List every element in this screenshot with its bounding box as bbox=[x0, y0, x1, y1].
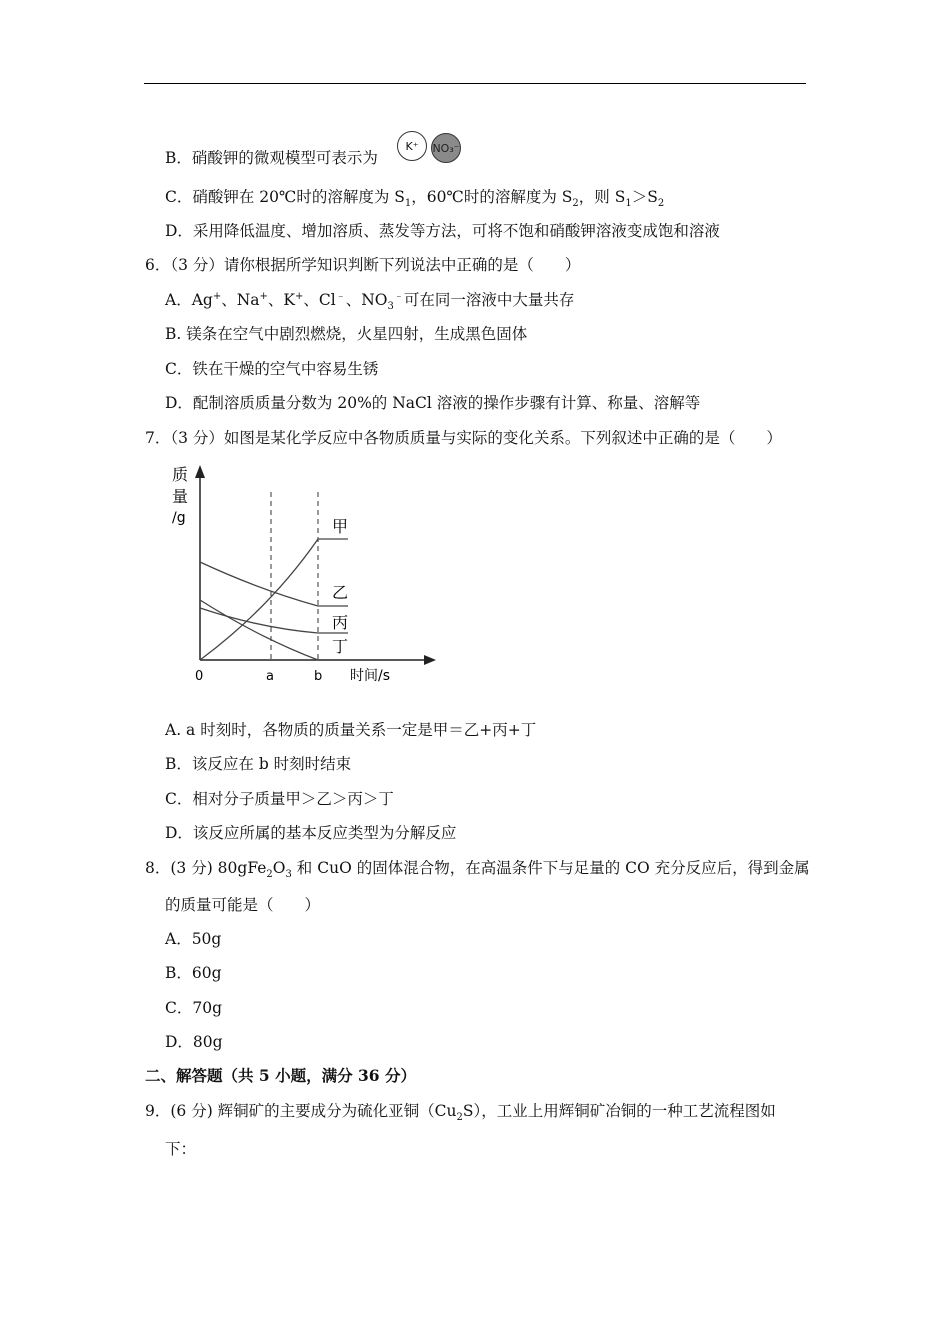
series-ding-label: 丁 bbox=[332, 637, 349, 656]
series-bing-label: 丙 bbox=[332, 613, 349, 632]
y-label-3: /g bbox=[172, 510, 186, 526]
q8-stem-line2: 的质量可能是（ ） bbox=[165, 896, 321, 914]
q8-option-c[interactable]: C．70g bbox=[165, 999, 223, 1017]
q6-option-a[interactable]: A．Ag+、Na+、K+、Cl﹣、$NO_3^﹣$可在同一溶液中大量共存 bbox=[165, 290, 575, 313]
q7-option-d[interactable]: D．该反应所属的基本反应类型为分解反应 bbox=[165, 824, 457, 842]
x-axis-label: 时间/s bbox=[350, 668, 391, 684]
q8-option-a[interactable]: A．50g bbox=[165, 930, 222, 948]
y-label-1: 质 bbox=[172, 465, 189, 484]
q9-stem-line2: 下： bbox=[165, 1140, 197, 1158]
q5-option-c[interactable]: C．硝酸钾在 20℃时的溶解度为 $S_1$，60℃时的溶解度为 $S_2$，则 $S_1>S_2$ bbox=[165, 188, 665, 210]
q7-option-c[interactable]: C．相对分子质量甲＞乙＞丙＞丁 bbox=[165, 790, 394, 808]
x-axis-arrow bbox=[424, 655, 436, 665]
nitrate-ion-model: NO₃⁻ bbox=[431, 133, 461, 163]
x-tick-b: b bbox=[314, 669, 323, 684]
q8-option-b[interactable]: B．60g bbox=[165, 964, 222, 982]
q7-option-a[interactable]: A. a 时刻时，各物质的质量关系一定是甲＝乙+丙+丁 bbox=[165, 721, 537, 739]
mass-time-chart bbox=[160, 458, 450, 693]
q6-stem: 6．（3 分）请你根据所学知识判断下列说法中正确的是（ ） bbox=[145, 256, 581, 274]
series-yi-label: 乙 bbox=[332, 583, 349, 602]
q6-option-d[interactable]: D．配制溶质质量分数为 20%的 NaCl 溶液的操作步骤有计算、称量、溶解等 bbox=[165, 394, 701, 412]
q6-option-c[interactable]: C．铁在干燥的空气中容易生锈 bbox=[165, 360, 379, 378]
q6-option-b[interactable]: B. 镁条在空气中剧烈燃烧，火星四射，生成黑色固体 bbox=[165, 325, 528, 343]
x-tick-a: a bbox=[266, 669, 274, 684]
header-rule bbox=[144, 83, 806, 84]
section-2-heading: 二、解答题（共 5 小题，满分 36 分） bbox=[145, 1066, 416, 1085]
q5-option-d[interactable]: D．采用降低温度、增加溶质、蒸发等方法，可将不饱和硝酸钾溶液变成饱和溶液 bbox=[165, 222, 720, 240]
q5-option-b[interactable] bbox=[165, 147, 378, 169]
q7-stem: 7．（3 分）如图是某化学反应中各物质质量与实际的变化关系。下列叙述中正确的是（ ） bbox=[145, 429, 782, 447]
potassium-ion-model: K⁺ bbox=[397, 131, 427, 161]
y-axis-arrow bbox=[195, 465, 205, 478]
series-jia-label: 甲 bbox=[332, 517, 349, 536]
series-yi-line bbox=[200, 562, 348, 606]
q8-stem-line1: 8．(3 分) $80gFe_2O_3$ 和 CuO 的固体混合物，在高温条件下与足量的 CO 充分反应后，得到金属 bbox=[145, 859, 810, 881]
series-bing-line bbox=[200, 608, 348, 633]
q8-option-d[interactable]: D．80g bbox=[165, 1033, 223, 1051]
q7-option-b[interactable]: B．该反应在 b 时刻时结束 bbox=[165, 755, 352, 773]
q9-stem-line1: 9．(6 分) 辉铜矿的主要成分为硫化亚铜$(Cu_2S)$，工业上用辉铜矿冶铜的一种工艺流程图如 bbox=[145, 1102, 776, 1124]
x-tick-0: 0 bbox=[195, 669, 204, 684]
y-label-2: 量 bbox=[172, 487, 189, 506]
q5-option-b-text: B．硝酸钾的微观模型可表示为 bbox=[165, 149, 378, 167]
